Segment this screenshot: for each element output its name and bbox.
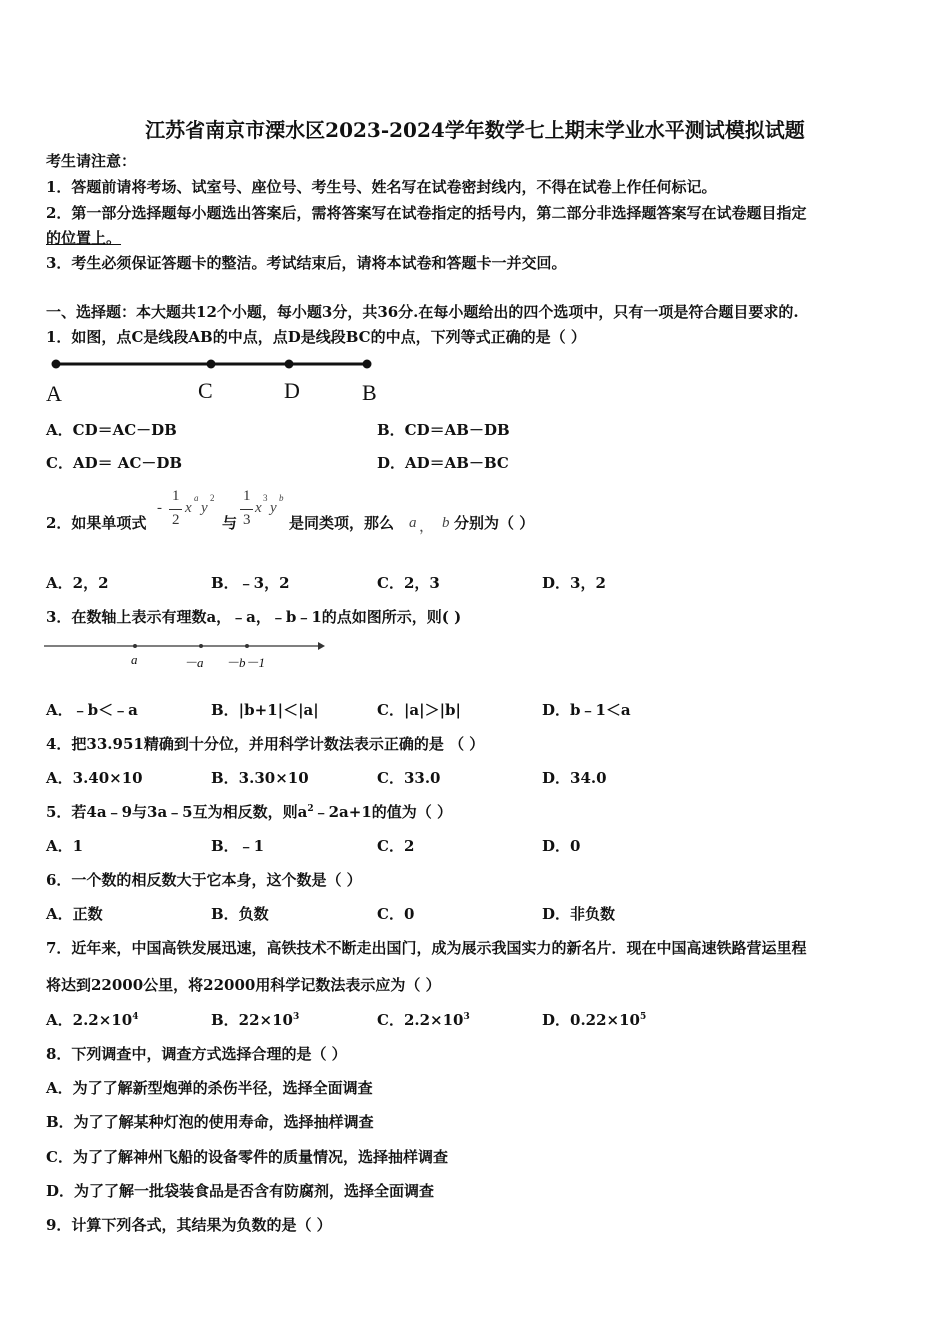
q3-option-c: C．|a|＞|b| <box>377 701 461 719</box>
notice-item-3: 3．考生必须保证答题卡的整洁。考试结束后，请将本试卷和答题卡一并交回。 <box>46 254 567 272</box>
q2-option-c: C．2，3 <box>377 574 440 592</box>
fraction-numerator: 1 <box>172 488 180 504</box>
q4-option-d: D．34.0 <box>542 769 607 787</box>
notice-heading: 考生请注意： <box>46 152 137 170</box>
q7-option-c-exp: 3 <box>463 1012 470 1022</box>
q2-option-a: A．2，2 <box>46 574 109 592</box>
fraction-numerator: 1 <box>243 488 251 504</box>
q1-segment-diagram <box>46 355 386 375</box>
q6-option-a: A．正数 <box>46 905 103 923</box>
q5-option-a: A．1 <box>46 837 84 855</box>
q5-option-d: D．0 <box>542 837 581 855</box>
q2-term1-y: y <box>201 500 208 516</box>
point-label-c: C <box>198 378 213 403</box>
q5-exponent: 2 <box>307 804 314 814</box>
fraction-denominator: 2 <box>172 512 180 528</box>
q3-option-d: D．b﹣1＜a <box>542 701 631 719</box>
point-d <box>285 360 294 369</box>
point-neg-b-minus-1 <box>245 644 249 648</box>
q2-var-a: a <box>409 515 417 531</box>
q4-option-a: A．3.40×10 <box>46 769 143 787</box>
q7-option-c-base: C．2.2×10 <box>377 1011 464 1029</box>
notice-item-1: 1．答题前请将考场、试室号、座位号、考生号、姓名写在试卷密封线内，不得在试卷上作任何标记。 <box>46 178 717 196</box>
q4-option-b: B．3.30×10 <box>211 769 309 787</box>
q3-stem: 3．在数轴上表示有理数a，﹣a，﹣b﹣1的点如图所示，则( ) <box>46 608 462 626</box>
q6-stem: 6．一个数的相反数大于它本身，这个数是（ ） <box>46 871 362 889</box>
q2-term1-y-exp: 2 <box>210 493 215 503</box>
q2-term2-x-exp: 3 <box>263 493 268 503</box>
q7-option-a-exp: 4 <box>132 1012 139 1022</box>
q5-stem-post: ﹣2a+1的值为（ ） <box>313 803 453 821</box>
q2-term1-x: x <box>185 500 192 516</box>
q7-option-c <box>377 1011 470 1029</box>
q2-comma: ， <box>419 519 435 535</box>
fraction-denominator: 3 <box>243 512 251 528</box>
point-neg-a <box>199 644 203 648</box>
q2-var-b: b <box>442 515 450 531</box>
fraction-bar <box>169 509 182 510</box>
point-label-d: D <box>284 378 300 403</box>
q8-option-b: B．为了了解某种灯泡的使用寿命，选择抽样调查 <box>46 1113 374 1131</box>
q2-option-d: D．3，2 <box>542 574 606 592</box>
axis-arrow <box>318 642 325 650</box>
point-a <box>52 360 61 369</box>
q2-term2-y-exp: b <box>279 493 284 503</box>
q5-stem <box>46 803 452 821</box>
q6-option-d: D．非负数 <box>542 905 616 923</box>
q8-option-c: C．为了了解神州飞船的设备零件的质量情况，选择抽样调查 <box>46 1148 448 1166</box>
q5-option-b: B．﹣1 <box>211 837 265 855</box>
q7-option-d <box>542 1011 646 1029</box>
q2-stem-end: 分别为（ ） <box>454 514 535 532</box>
q7-option-d-base: D．0.22×10 <box>542 1011 640 1029</box>
q8-option-a: A．为了了解新型炮弹的杀伤半径，选择全面调查 <box>46 1079 373 1097</box>
q1-stem: 1．如图，点C是线段AB的中点，点D是线段BC的中点，下列等式正确的是（ ） <box>46 328 586 346</box>
axis-label-neg-a: －a <box>184 655 204 670</box>
q3-option-a: A．﹣b＜﹣a <box>46 701 138 719</box>
fraction-bar <box>240 509 253 510</box>
axis-label-a: a <box>131 652 138 667</box>
point-label-b: B <box>362 380 377 405</box>
q7-option-d-exp: 5 <box>639 1012 647 1022</box>
q1-option-c: C．AD＝ AC－DB <box>46 454 183 472</box>
notice-item-2-cont: 的位置上。 <box>46 229 122 247</box>
q7-option-a-base: A．2.2×10 <box>46 1011 133 1029</box>
q2-monomial-2 <box>240 488 256 534</box>
point-a <box>133 644 137 648</box>
q5-option-c: C．2 <box>377 837 415 855</box>
q1-option-a: A．CD＝AC－DB <box>46 421 177 439</box>
axis-label-neg-b-minus-1: －b－1 <box>226 655 266 670</box>
section-heading: 一、选择题：本大题共12个小题，每小题3分，共36分.在每小题给出的四个选项中，只有一项是符合题目要求的. <box>46 303 799 321</box>
q2-term2-y: y <box>270 500 277 516</box>
q2-stem-suffix: 是同类项，那么 <box>289 514 395 532</box>
q3-option-b: B．|b+1|＜|a| <box>211 701 319 719</box>
q4-option-c: C．33.0 <box>377 769 441 787</box>
q8-option-d: D．为了了解一批袋装食品是否含有防腐剂，选择全面调查 <box>46 1182 435 1200</box>
notice-item-2: 2．第一部分选择题每小题选出答案后，需将答案写在试卷指定的括号内，第二部分非选择题答案写在试卷题目指定 <box>46 204 807 222</box>
q7-stem-line-2: 将达到22000公里，将22000用科学记数法表示应为（ ） <box>46 976 441 994</box>
q1-option-b: B．CD＝AB－DB <box>377 421 510 439</box>
q2-term1-x-exp: a <box>194 493 199 503</box>
q5-stem-pre: 5．若4a﹣9与3a﹣5互为相反数，则a <box>46 803 308 821</box>
q4-stem: 4．把33.951精确到十分位，并用科学计数法表示正确的是 （ ） <box>46 735 485 753</box>
q2-option-b: B．﹣3，2 <box>211 574 290 592</box>
q2-term2-x: x <box>255 500 262 516</box>
q6-option-b: B．负数 <box>211 905 269 923</box>
point-label-a: A <box>46 381 62 406</box>
q2-connector: 与 <box>222 514 238 532</box>
q7-option-b-exp: 3 <box>293 1012 300 1022</box>
q7-option-b <box>211 1011 299 1029</box>
q1-option-d: D．AD＝AB－BC <box>377 454 509 472</box>
q2-stem-prefix: 2．如果单项式 <box>46 514 147 532</box>
q7-option-a <box>46 1011 138 1029</box>
q8-stem: 8．下列调查中，调查方式选择合理的是（ ） <box>46 1045 347 1063</box>
point-b <box>363 360 372 369</box>
q7-stem-line-1: 7．近年来，中国高铁发展迅速，高铁技术不断走出国门，成为展示我国实力的新名片．现在中国高速铁路营运里程 <box>46 939 807 957</box>
q6-option-c: C．0 <box>377 905 415 923</box>
point-c <box>207 360 216 369</box>
q2-monomial-1 <box>157 488 187 534</box>
q9-stem: 9．计算下列各式，其结果为负数的是（ ） <box>46 1216 332 1234</box>
q7-option-b-base: B．22×10 <box>211 1011 293 1029</box>
page-title: 江苏省南京市溧水区2023-2024学年数学七上期末学业水平测试模拟试题 <box>145 118 805 142</box>
negative-sign: - <box>157 500 162 516</box>
